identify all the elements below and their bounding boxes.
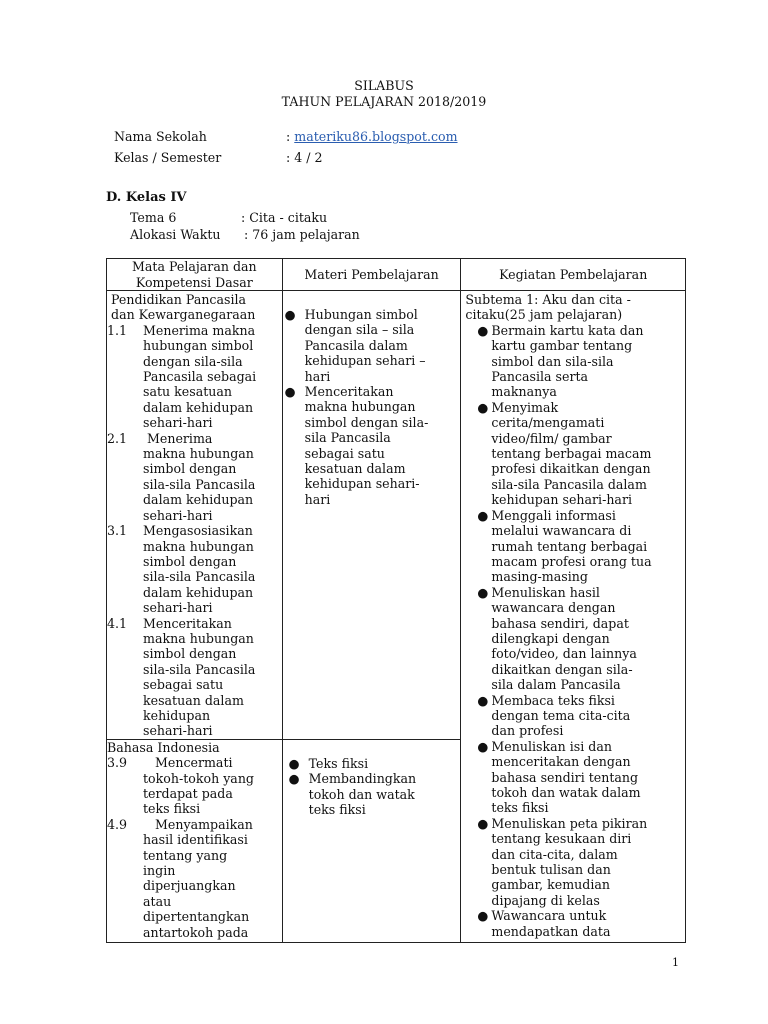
- kegiatan-item: [465, 816, 685, 908]
- header-kd: Mata Pelajaran dan Kompetensi Dasar: [107, 259, 283, 291]
- kd-text: Menerima makna hubungan simbol dengan sila-sila Pancasila sebagai satu kesatuan dalam kehidupan sehari-hari: [143, 322, 257, 431]
- kegiatan-text: Menuliskan isi dan menceritakan dengan bahasa sendiri tentang tokoh dan watak dalam teks fiksi: [491, 738, 641, 816]
- kd-item: [107, 616, 282, 739]
- bind-kd-cell: [107, 739, 283, 942]
- kegiatan-text: Bermain kartu kata dan kartu gambar tentang simbol dan sila-sila Pancasila serta maknanya: [491, 322, 644, 400]
- ppkn-subject: Pendidikan Pancasila dan Kewarganegaraan: [111, 292, 256, 323]
- kd-number: 3.1: [107, 523, 128, 539]
- kegiatan-text: Menuliskan peta pikiran tentang kesukaan diri dan cita-cita, dalam bentuk tulisan dan gambar, kemudian dipajang di kelas: [491, 815, 648, 908]
- colon: :: [244, 227, 249, 242]
- section-heading: D. Kelas IV: [106, 190, 187, 205]
- school-value: [286, 129, 458, 144]
- kd-item: [107, 755, 282, 817]
- header-materi: Materi Pembelajaran: [282, 259, 461, 291]
- bullet-icon: ●: [477, 584, 489, 600]
- kd-text: Mengasosiasikan makna hubungan simbol dengan sila-sila Pancasila dalam kehidupan sehari-hari: [143, 523, 256, 616]
- colon: :: [241, 210, 246, 225]
- materi-text: Hubungan simbol dengan sila – sila Pancasila dalam kehidupan sehari – hari: [304, 307, 426, 384]
- kegiatan-item: [465, 739, 685, 816]
- bullet-icon: ●: [477, 815, 489, 831]
- kegiatan-text: Menggali informasi melalui wawancara di rumah tentang berbagai macam profesi orang tua masing-masing: [491, 507, 652, 585]
- kegiatan-item: [465, 585, 685, 693]
- doc-title: SILABUS: [354, 78, 414, 93]
- kegiatan-item: [465, 400, 685, 508]
- page-number: 1: [672, 956, 679, 969]
- bullet-icon: ●: [477, 399, 489, 415]
- kd-text: Mencermati tokoh-tokoh yang terdapat pada teks fiksi: [143, 755, 254, 817]
- class-value: [286, 150, 323, 165]
- table-row-ppkn: [107, 291, 686, 740]
- tema-value: [241, 210, 327, 225]
- school-link[interactable]: materiku86.blogspot.com: [294, 129, 458, 144]
- kd-text: Menceritakan makna hubungan simbol dengan sila-sila Pancasila sebagai satu kesatuan dalam kehidupan sehari-hari: [143, 615, 256, 739]
- waktu-label: Alokasi Waktu: [130, 227, 221, 242]
- bullet-icon: ●: [284, 384, 296, 400]
- ppkn-kd-cell: [107, 291, 283, 740]
- materi-item: [289, 756, 461, 771]
- bullet-icon: ●: [477, 322, 489, 338]
- bullet-icon: ●: [477, 692, 489, 708]
- bullet-icon: ●: [477, 908, 489, 924]
- materi-text: Membandingkan tokoh dan watak teks fiksi: [308, 771, 417, 817]
- kegiatan-text: Wawancara untuk mendapatkan data: [491, 908, 611, 939]
- kd-number: 2.1: [107, 430, 128, 446]
- ppkn-materi-cell: [282, 291, 461, 740]
- subtema-title: Subtema 1: Aku dan cita - citaku(25 jam pelajaran): [465, 292, 631, 323]
- kegiatan-cell: [461, 291, 686, 943]
- bullet-icon: ●: [288, 755, 300, 771]
- kd-number: 3.9: [107, 755, 128, 771]
- kegiatan-item: [465, 323, 685, 400]
- kd-item: [107, 817, 282, 940]
- kd-item: [107, 523, 282, 615]
- bind-materi-cell: [282, 739, 461, 942]
- bullet-icon: ●: [477, 738, 489, 754]
- table-header-row: [107, 259, 686, 291]
- materi-item: [285, 307, 461, 384]
- kegiatan-item: [465, 508, 685, 585]
- bind-subject: Bahasa Indonesia: [107, 739, 220, 755]
- kegiatan-text: Membaca teks fiksi dengan tema cita-cita dan profesi: [491, 692, 631, 739]
- bullet-icon: ●: [284, 307, 296, 322]
- kd-item: [107, 323, 282, 431]
- school-label: Nama Sekolah: [114, 129, 207, 144]
- kd-text: Menerima makna hubungan simbol dengan sila-sila Pancasila dalam kehidupan sehari-hari: [143, 430, 256, 523]
- materi-item: [285, 384, 461, 507]
- materi-text: Menceritakan makna hubungan simbol dengan sila- sila Pancasila sebagai satu kesatuan dalam kehidupan sehari- hari: [304, 384, 429, 507]
- materi-text: Teks fiksi: [308, 755, 369, 771]
- bullet-icon: ●: [477, 507, 489, 523]
- kd-number: 4.9: [107, 816, 128, 832]
- kd-item: [107, 431, 282, 523]
- class-text: 4 / 2: [294, 150, 323, 165]
- kegiatan-text: Menyimak cerita/mengamati video/film/ gambar tentang berbagai macam profesi dikaitkan dengan sila-sila Pancasila dalam kehidupan sehari-hari: [491, 399, 652, 508]
- materi-item: [289, 771, 461, 817]
- waktu-value: [244, 227, 360, 242]
- colon: :: [286, 129, 291, 144]
- waktu-text: 76 jam pelajaran: [252, 227, 360, 242]
- bullet-icon: ●: [288, 771, 300, 787]
- header-kegiatan: Kegiatan Pembelajaran: [461, 259, 686, 291]
- doc-year: TAHUN PELAJARAN 2018/2019: [281, 94, 487, 109]
- kegiatan-item: [465, 908, 685, 939]
- tema-label: Tema 6: [130, 210, 177, 225]
- kd-number: 1.1: [107, 322, 128, 338]
- kegiatan-item: [465, 693, 685, 739]
- class-label: Kelas / Semester: [114, 150, 222, 165]
- kd-text: Menyampaikan hasil identifikasi tentang yang ingin diperjuangkan atau dipertentangkan antartokoh pada: [143, 816, 253, 940]
- tema-text: Cita - citaku: [249, 210, 328, 225]
- kegiatan-text: Menuliskan hasil wawancara dengan bahasa sendiri, dapat dilengkapi dengan foto/video, dan lainnya dikaitkan dengan sila- sila dalam Pancasila: [491, 584, 637, 693]
- colon: :: [286, 150, 291, 165]
- syllabus-table: [106, 258, 686, 943]
- kd-number: 4.1: [107, 615, 128, 631]
